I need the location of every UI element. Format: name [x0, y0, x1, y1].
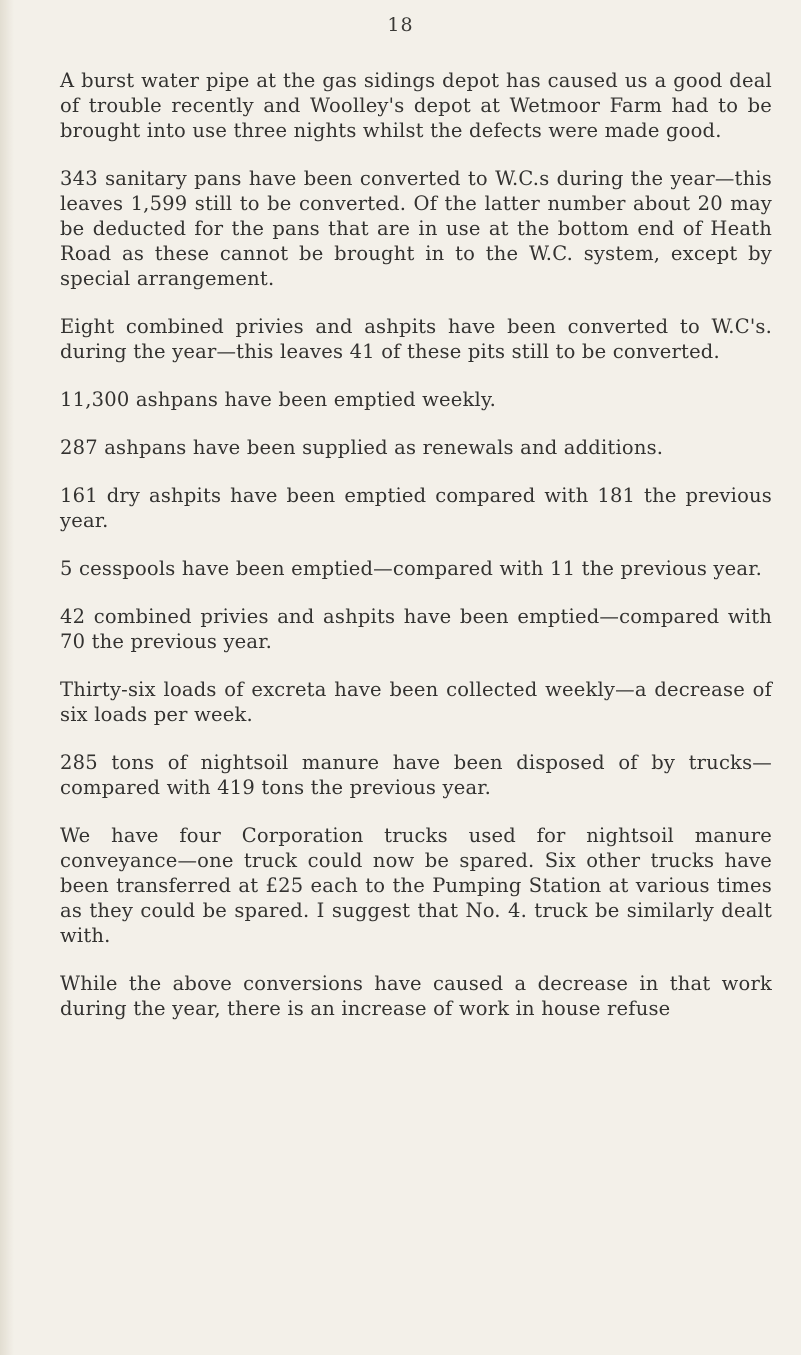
paragraph-corporation-trucks: We have four Corporation trucks used for nightsoil manure conveyance—one truck could now be spared. Six other trucks have been transferred at £25 each to the Pumping Station at various times as they could be spared. I suggest that No. 4. truck be similarly dealt with.	[60, 824, 772, 947]
page-edge-shadow	[0, 0, 14, 1355]
document-body	[60, 68, 772, 1044]
paragraph-ashpans-emptied: 11,300 ashpans have been emptied weekly.	[60, 388, 497, 411]
paragraph-combined-privies-emptied: 42 combined privies and ashpits have been emptied—compared with 70 the previous year.	[60, 605, 772, 653]
paragraph-ashpans-supplied: 287 ashpans have been supplied as renewals and additions.	[60, 436, 664, 459]
paragraph-excreta-loads: Thirty-six loads of excreta have been collected weekly—a decrease of six loads per week.	[60, 678, 772, 726]
paragraph-combined-privies-converted: Eight combined privies and ashpits have been converted to W.C's. during the year—this leaves 41 of these pits still to be converted.	[60, 315, 772, 363]
paragraph-conversions-decrease: While the above conversions have caused a decrease in that work during the year, there is an increase of work in house refuse	[60, 972, 772, 1020]
paragraph-cesspools: 5 cesspools have been emptied—compared with 11 the previous year.	[60, 557, 762, 580]
page-number: 18	[387, 14, 414, 36]
paragraph-dry-ashpits: 161 dry ashpits have been emptied compared with 181 the previous year.	[60, 484, 772, 532]
paragraph-nightsoil-manure: 285 tons of nightsoil manure have been disposed of by trucks—compared with 419 tons the previous year.	[60, 751, 772, 799]
paragraph-burst-water-pipe: A burst water pipe at the gas sidings depot has caused us a good deal of trouble recently and Woolley's depot at Wetmoor Farm had to be brought into use three nights whilst the defects were made good.	[60, 69, 772, 142]
paragraph-sanitary-pans: 343 sanitary pans have been converted to W.C.s during the year—this leaves 1,599 still to be converted. Of the latter number about 20 may be deducted for the pans that are in use at the bottom end of Heath Road as these cannot be brought in to the W.C. system, except by special arrangement.	[60, 167, 772, 290]
